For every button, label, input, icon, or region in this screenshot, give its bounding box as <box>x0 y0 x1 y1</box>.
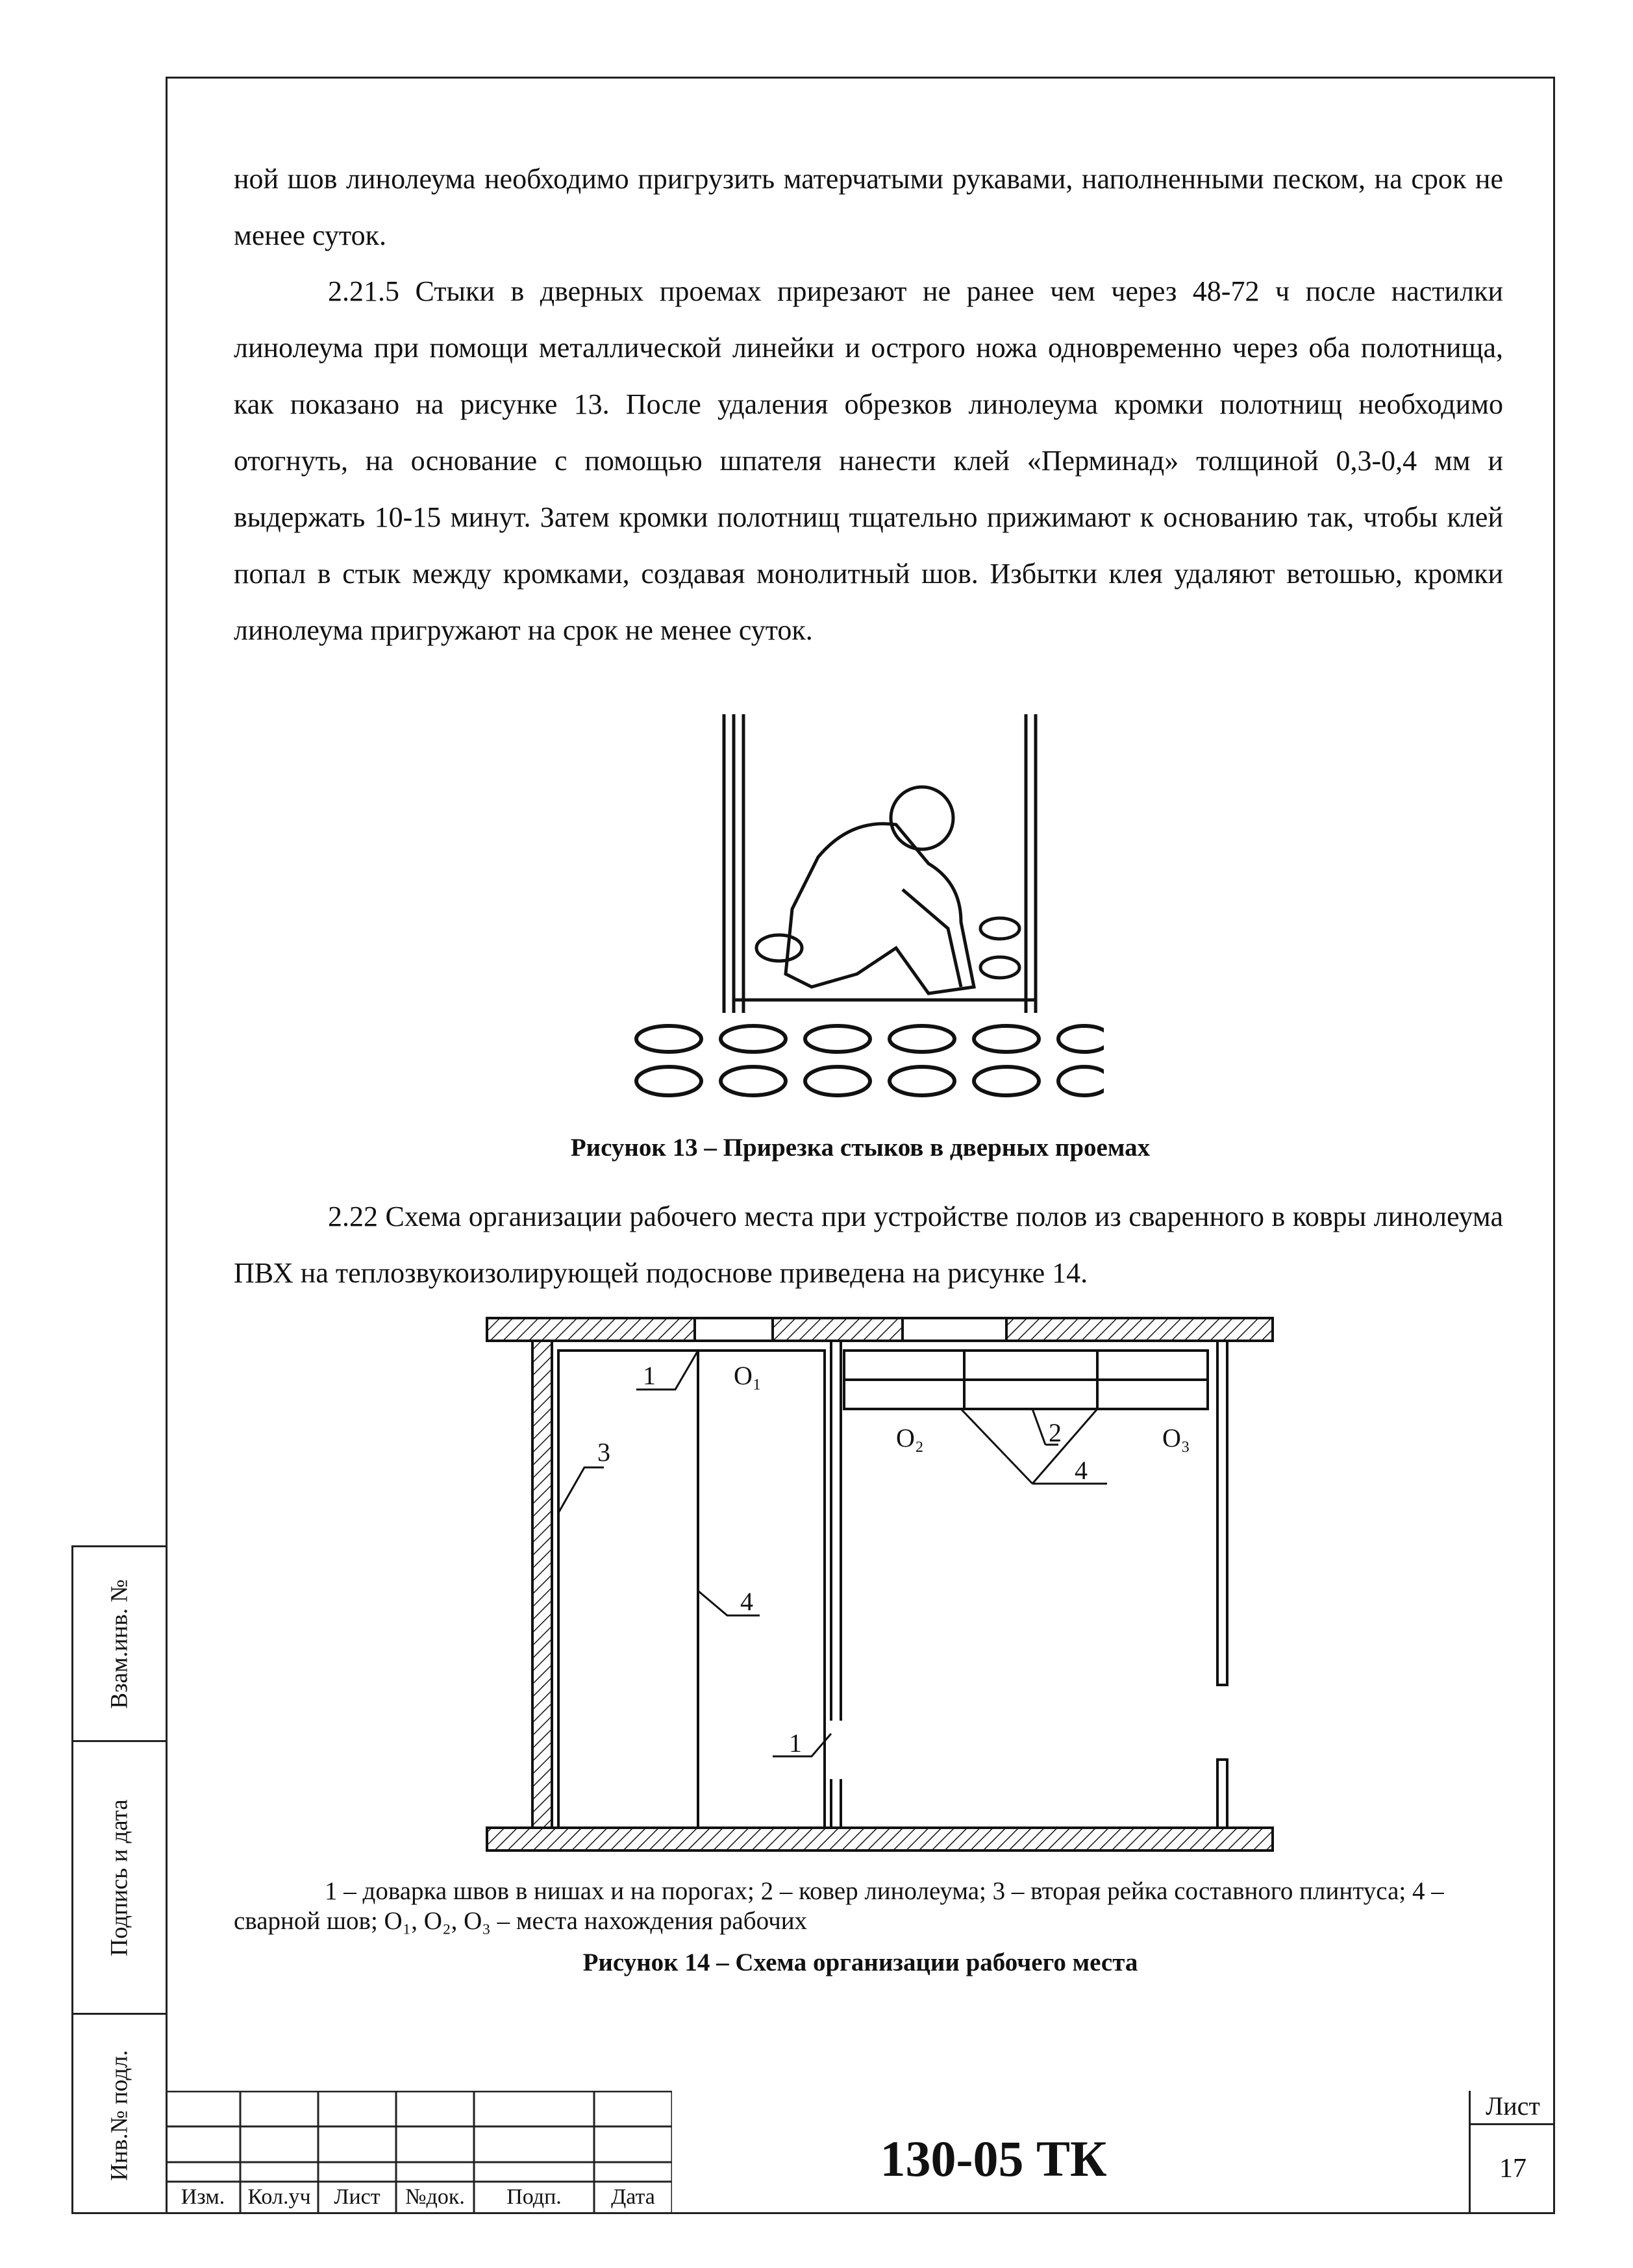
header-podp: Подп. <box>506 2185 562 2209</box>
stamp-vzam-inv: Взам.инв. № <box>73 1547 166 1742</box>
label-1-bottom: 1 <box>789 1728 802 1758</box>
margin-stamp <box>71 1545 168 2214</box>
label-o3: O₃ <box>1162 1423 1190 1452</box>
figure-13-illustration <box>623 714 1104 1104</box>
figure-14-legend: 1 – доварка швов в нишах и на порогах; 2 – ковер линолеума; 3 – вторая рейка составного плинтуса; 4 – сварной шов; O₁, O₂, O₃ – места нахождения рабочих <box>234 1877 1444 1935</box>
paragraph-2-21-5: 2.21.5 Стыки в дверных проемах прирезают не ранее чем через 48-72 ч после настилки линолеума при помощи металлической линейки и острого ножа одновременно через оба полотнища, как показано на рисунке 13. После удаления обрезков линолеума кромки полотнищ необходимо отогнуть, на основание с помощью шпателя нанести клей «Перминад» толщиной 0,3-0,4 мм и выдержать 10-15 минут. Затем кромки полотнищ тщательно прижимают к основанию так, чтобы клей попал в стык между кромками, создавая монолитный шов. Избытки клея удаляют ветошью, кромки линолеума пригружают на срок не менее суток. <box>234 275 1503 646</box>
figure-14-diagram <box>448 1305 1279 1863</box>
stamp-inv-podl: Инв.№ подл. <box>106 2050 133 2181</box>
label-o1: O₁ <box>734 1361 762 1390</box>
label-3: 3 <box>597 1438 610 1467</box>
document-code: 130-05 ТК <box>880 2130 1107 2187</box>
sheet-number: 17 <box>1469 2123 1555 2214</box>
header-kol-uch: Кол.уч <box>247 2185 311 2209</box>
header-data: Дата <box>611 2185 655 2209</box>
label-1-top: 1 <box>643 1361 656 1390</box>
figure-14-caption: Рисунок 14 – Схема организации рабочего места <box>582 1949 1138 1976</box>
header-ndok: №док. <box>405 2185 465 2209</box>
sheet-label: Лист <box>1469 2091 1555 2125</box>
header-izm: Изм. <box>181 2185 225 2209</box>
label-4-right: 4 <box>1075 1456 1088 1485</box>
figure-13-caption: Рисунок 13 – Прирезка стыков в дверных проемах <box>570 1134 1151 1162</box>
title-block <box>166 2091 1555 2214</box>
paragraph-continuation: ной шов линолеума необходимо пригрузить матерчатыми рукавами, наполненными песком, на срок не менее суток. <box>234 163 1503 251</box>
stamp-podpis-data: Подпись и дата <box>73 1742 166 2015</box>
label-o2: O₂ <box>896 1423 924 1452</box>
label-2: 2 <box>1049 1418 1062 1447</box>
paragraph-2-22: 2.22 Схема организации рабочего места при устройстве полов из сваренного в ковры линолеума ПВХ на теплозвукоизолирующей подоснове приведена на рисунке 14. <box>234 1201 1503 1289</box>
label-4-left: 4 <box>740 1587 753 1616</box>
header-list: Лист <box>334 2185 380 2209</box>
